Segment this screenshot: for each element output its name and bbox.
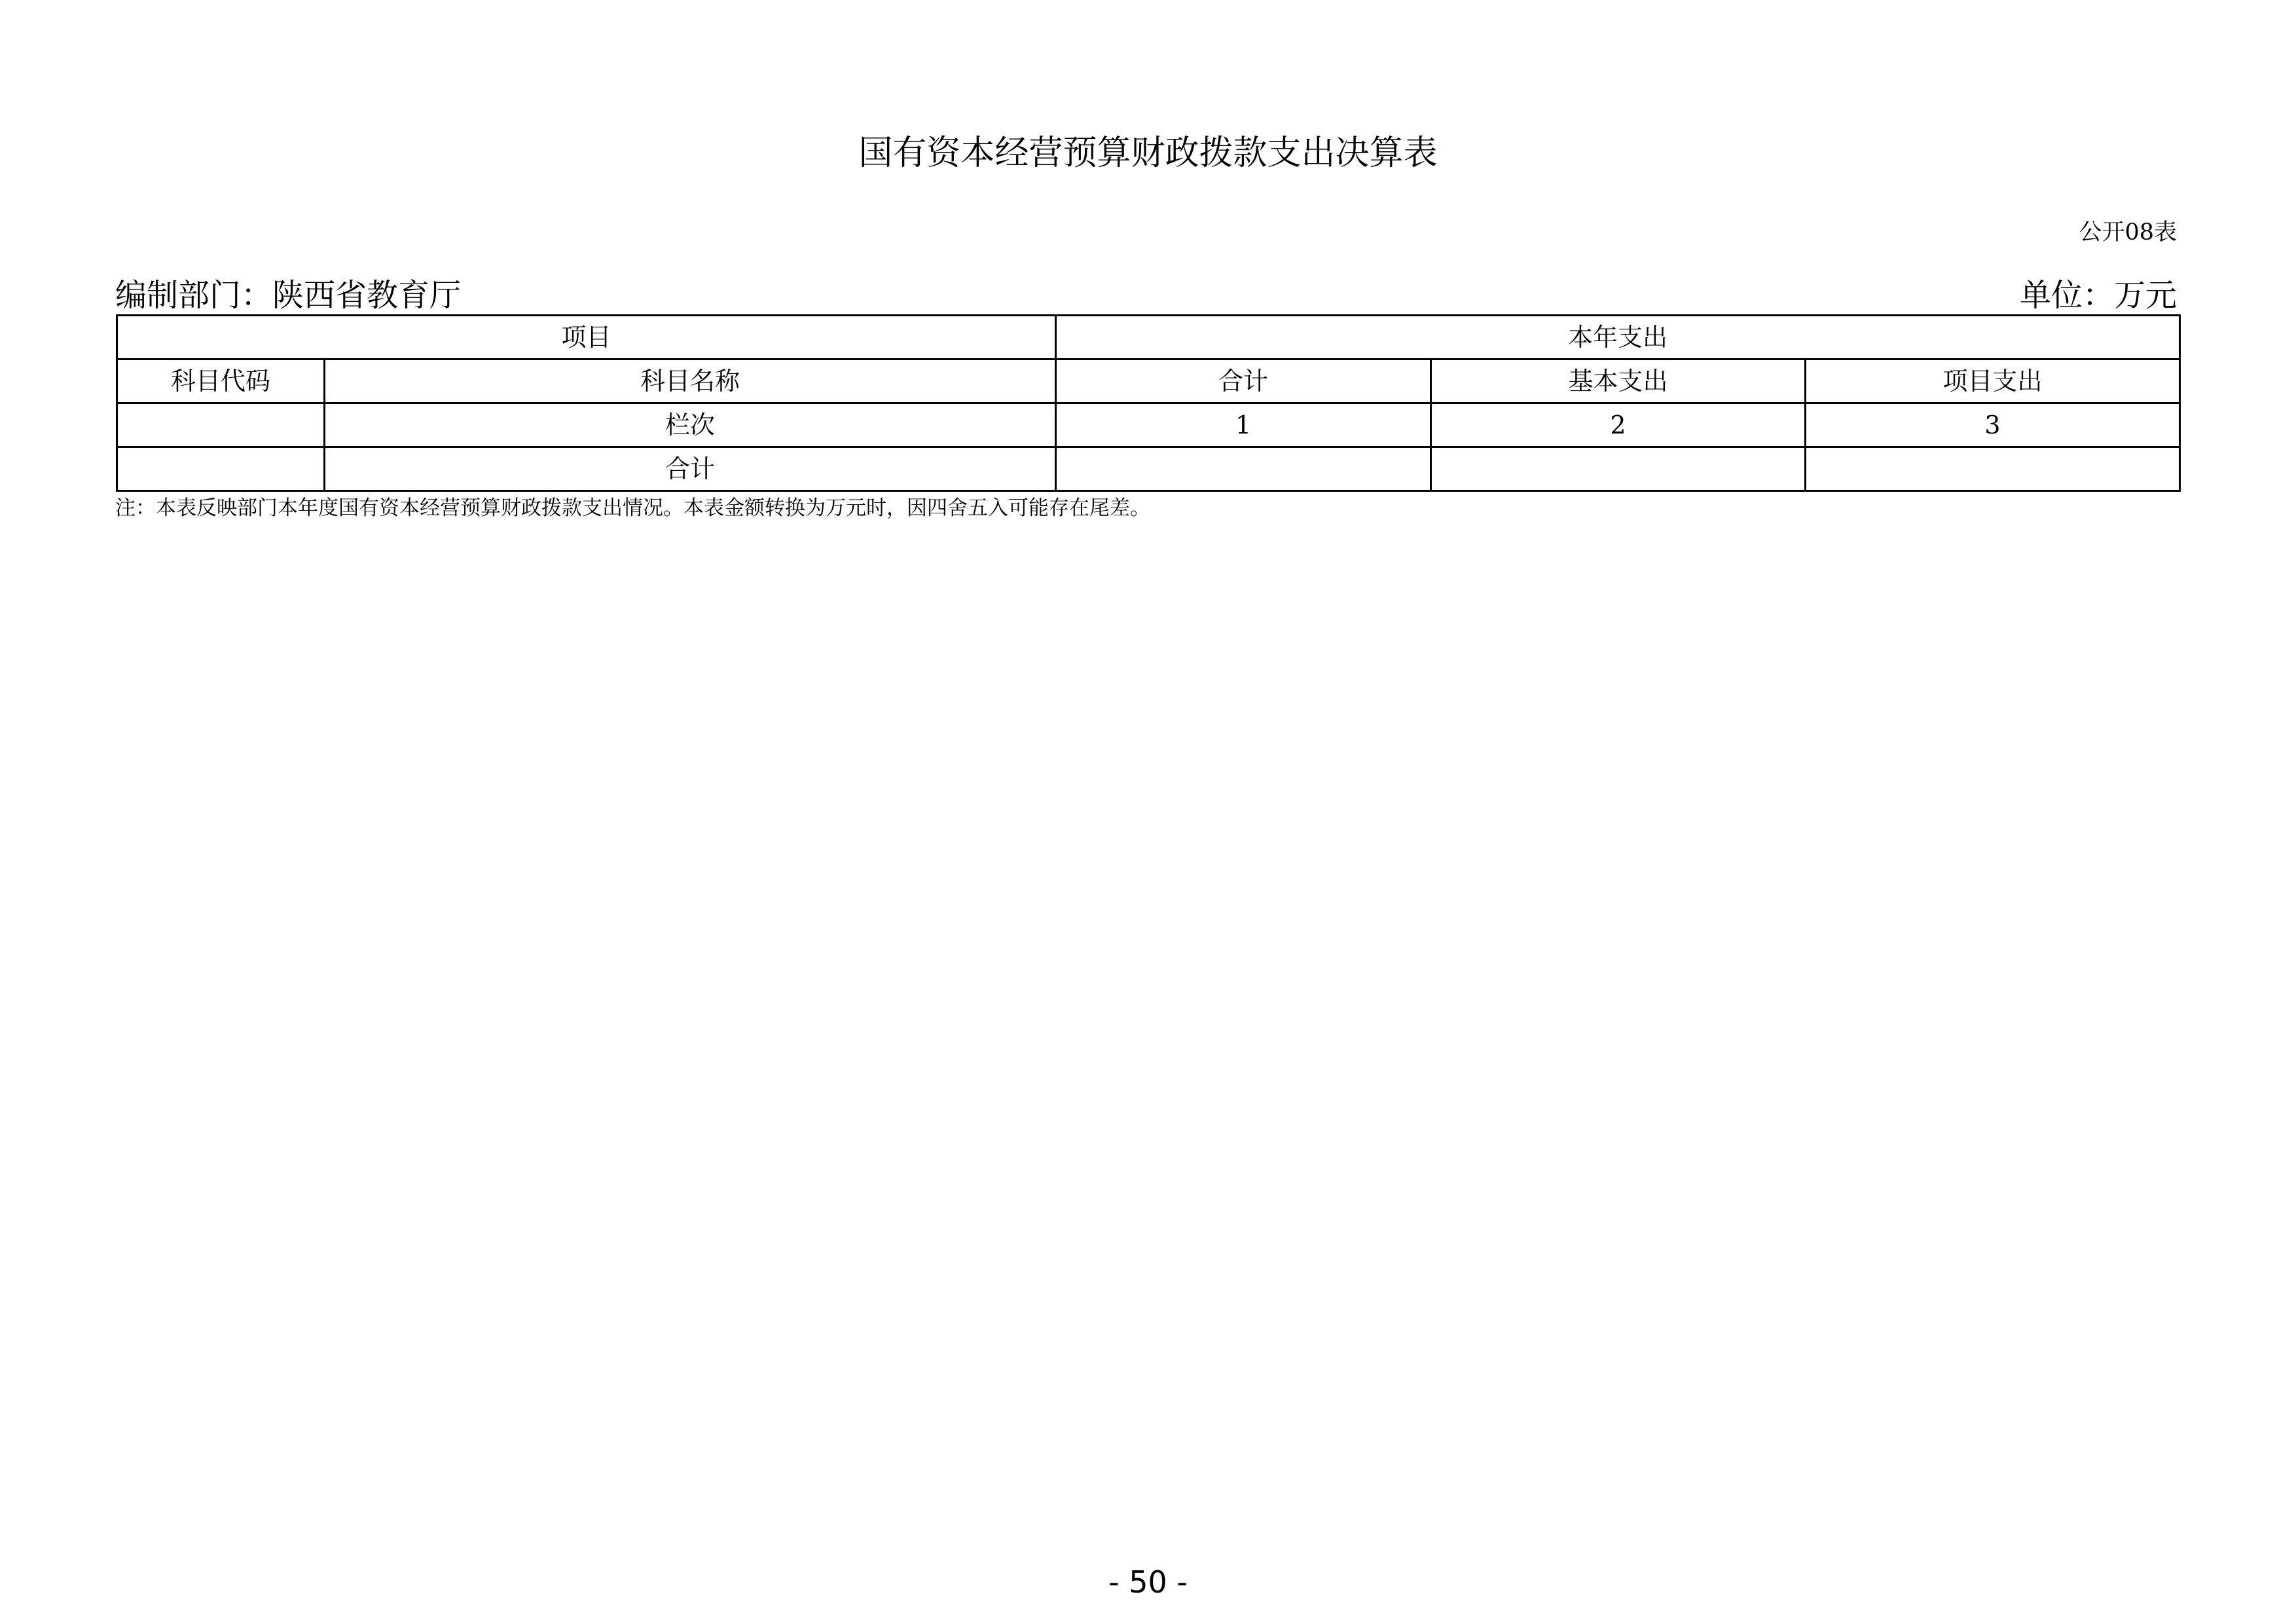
table-note: 注：本表反映部门本年度国有资本经营预算财政拨款支出情况。本表金额转换为万元时，因四舍五入可能存在尾差。 xyxy=(115,496,1150,520)
header-total: 合计 xyxy=(1056,360,1431,403)
total-row xyxy=(117,447,2180,491)
header-item: 项目 xyxy=(117,316,1056,360)
index-row xyxy=(117,403,2180,447)
page-title: 国有资本经营预算财政拨款支出决算表 xyxy=(858,134,1438,173)
index-col-1: 1 xyxy=(1056,403,1431,447)
header-basic-expense: 基本支出 xyxy=(1431,360,1806,403)
total-row-basic xyxy=(1431,447,1806,491)
currency-unit: 单位：万元 xyxy=(2019,277,2177,314)
expense-table xyxy=(116,314,2181,492)
total-row-label: 合计 xyxy=(325,447,1056,491)
compiling-department: 编制部门：陕西省教育厅 xyxy=(115,277,462,314)
total-row-total xyxy=(1056,447,1431,491)
index-row-code xyxy=(117,403,325,447)
index-col-2: 2 xyxy=(1431,403,1806,447)
index-row-label: 栏次 xyxy=(325,403,1056,447)
header-subject-name: 科目名称 xyxy=(325,360,1056,403)
header-row-columns xyxy=(117,360,2180,403)
total-row-project xyxy=(1806,447,2180,491)
header-project-expense: 项目支出 xyxy=(1806,360,2180,403)
table-number: 公开08表 xyxy=(2079,219,2177,246)
page-number: - 50 - xyxy=(1108,1564,1188,1600)
header-current-year-expense: 本年支出 xyxy=(1056,316,2180,360)
index-col-3: 3 xyxy=(1806,403,2180,447)
header-row-top xyxy=(117,316,2180,360)
total-row-code xyxy=(117,447,325,491)
header-subject-code: 科目代码 xyxy=(117,360,325,403)
